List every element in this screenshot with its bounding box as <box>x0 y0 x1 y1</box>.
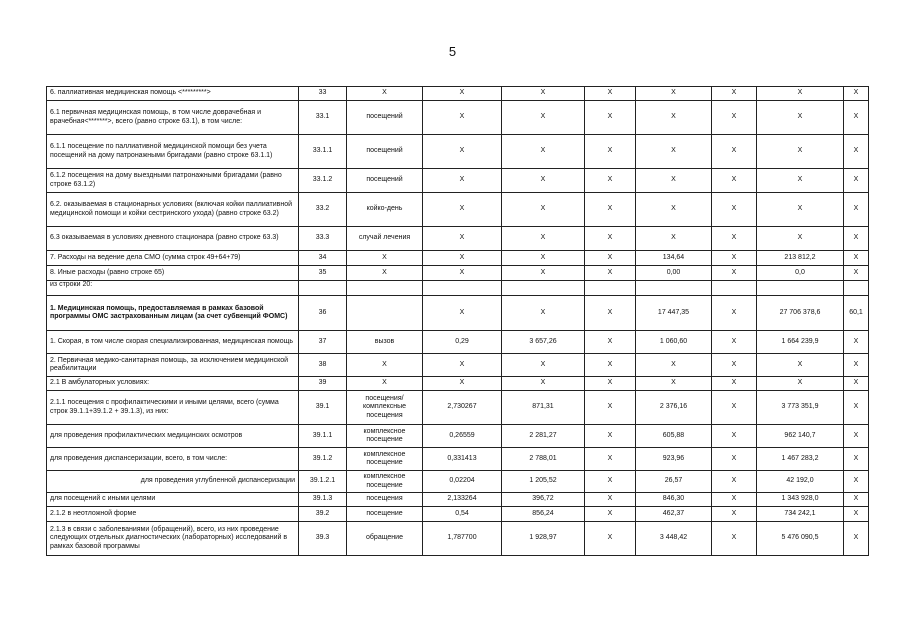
value-cell: X <box>712 493 757 507</box>
value-cell: 856,24 <box>502 507 585 522</box>
value-cell: 2,133264 <box>423 493 502 507</box>
value-cell <box>423 281 502 296</box>
value-cell: X <box>585 227 636 251</box>
value-cell: 26,57 <box>636 471 712 493</box>
value-cell: X <box>712 135 757 169</box>
value-cell: 0,02204 <box>423 471 502 493</box>
row-label-cell: для проведения профилактических медицинских осмотров <box>47 425 299 448</box>
row-label-cell: 1. Медицинская помощь, предоставляемая в рамках базовой программы ОМС застрахованным лицам (за счет субвенций ФОМС) <box>47 296 299 331</box>
value-cell: 17 447,35 <box>636 296 712 331</box>
value-cell: 1 060,60 <box>636 331 712 354</box>
value-cell: X <box>712 251 757 266</box>
value-cell: 39.1.1 <box>299 425 347 448</box>
value-cell: 2 376,16 <box>636 391 712 425</box>
value-cell <box>299 281 347 296</box>
value-cell: X <box>844 471 869 493</box>
value-cell: 1 467 283,2 <box>757 448 844 471</box>
value-cell: X <box>844 135 869 169</box>
value-cell: X <box>423 377 502 391</box>
table-row <box>47 448 869 471</box>
value-cell: X <box>585 522 636 556</box>
value-cell: 0,54 <box>423 507 502 522</box>
value-cell: посещений <box>347 101 423 135</box>
value-cell: X <box>712 377 757 391</box>
table-row <box>47 522 869 556</box>
value-cell: X <box>423 354 502 377</box>
value-cell: X <box>712 266 757 281</box>
table-row <box>47 296 869 331</box>
table-row <box>47 87 869 101</box>
value-cell: X <box>585 101 636 135</box>
value-cell <box>585 281 636 296</box>
value-cell: X <box>757 87 844 101</box>
table-row <box>47 281 869 296</box>
value-cell: 923,96 <box>636 448 712 471</box>
value-cell: X <box>636 169 712 193</box>
value-cell: X <box>757 193 844 227</box>
table-row <box>47 251 869 266</box>
row-label-cell: 6. паллиативная медицинская помощь <*********> <box>47 87 299 101</box>
value-cell: 1,787700 <box>423 522 502 556</box>
value-cell: X <box>844 87 869 101</box>
value-cell: X <box>423 251 502 266</box>
value-cell: X <box>502 135 585 169</box>
value-cell: 962 140,7 <box>757 425 844 448</box>
value-cell: X <box>423 266 502 281</box>
value-cell: X <box>636 227 712 251</box>
value-cell: вызов <box>347 331 423 354</box>
table-row <box>47 391 869 425</box>
table-row <box>47 227 869 251</box>
value-cell: 605,88 <box>636 425 712 448</box>
value-cell <box>636 281 712 296</box>
value-cell: X <box>585 135 636 169</box>
value-cell: койко-день <box>347 193 423 227</box>
value-cell: X <box>423 296 502 331</box>
value-cell: 0,0 <box>757 266 844 281</box>
row-label-cell: 2.1.3 в связи с заболеваниями (обращений), всего, из них проведение следующих отдельных диагностических (лабораторных) исследований в рамках базовой программы <box>47 522 299 556</box>
value-cell: X <box>347 354 423 377</box>
page-number: 5 <box>448 44 457 59</box>
value-cell: X <box>585 87 636 101</box>
value-cell: X <box>423 101 502 135</box>
value-cell: 42 192,0 <box>757 471 844 493</box>
value-cell: X <box>636 87 712 101</box>
value-cell: X <box>844 425 869 448</box>
row-label-cell: для посещений с иными целями <box>47 493 299 507</box>
value-cell: 2 788,01 <box>502 448 585 471</box>
row-label-cell: для проведения диспансеризации, всего, в том числе: <box>47 448 299 471</box>
value-cell: 462,37 <box>636 507 712 522</box>
value-cell: X <box>712 101 757 135</box>
value-cell: X <box>502 296 585 331</box>
financing-table <box>46 86 869 556</box>
value-cell: 33.1.2 <box>299 169 347 193</box>
value-cell: X <box>502 169 585 193</box>
value-cell: X <box>712 507 757 522</box>
table-row <box>47 493 869 507</box>
value-cell: X <box>585 425 636 448</box>
value-cell: 0,26559 <box>423 425 502 448</box>
value-cell: X <box>585 493 636 507</box>
value-cell: X <box>844 522 869 556</box>
value-cell <box>712 281 757 296</box>
value-cell: X <box>585 296 636 331</box>
value-cell: 0,00 <box>636 266 712 281</box>
value-cell: 39.1 <box>299 391 347 425</box>
value-cell: X <box>502 377 585 391</box>
value-cell: X <box>585 266 636 281</box>
value-cell: X <box>423 227 502 251</box>
value-cell: 5 476 090,5 <box>757 522 844 556</box>
value-cell: X <box>585 331 636 354</box>
value-cell: 37 <box>299 331 347 354</box>
table-row <box>47 331 869 354</box>
value-cell: 38 <box>299 354 347 377</box>
value-cell: X <box>712 448 757 471</box>
value-cell: X <box>636 377 712 391</box>
table-row <box>47 169 869 193</box>
value-cell: 3 448,42 <box>636 522 712 556</box>
value-cell: X <box>502 193 585 227</box>
value-cell: X <box>712 169 757 193</box>
value-cell: 33.1 <box>299 101 347 135</box>
value-cell: 1 928,97 <box>502 522 585 556</box>
value-cell: X <box>844 507 869 522</box>
value-cell: 396,72 <box>502 493 585 507</box>
value-cell: X <box>844 266 869 281</box>
value-cell: X <box>502 101 585 135</box>
value-cell: 33 <box>299 87 347 101</box>
table-row <box>47 193 869 227</box>
value-cell: 213 812,2 <box>757 251 844 266</box>
value-cell: X <box>636 101 712 135</box>
value-cell: X <box>757 135 844 169</box>
value-cell: посещений <box>347 169 423 193</box>
value-cell: X <box>502 266 585 281</box>
value-cell: посещений <box>347 135 423 169</box>
row-label-cell: из строки 20: <box>47 281 299 296</box>
value-cell <box>347 281 423 296</box>
value-cell: X <box>844 448 869 471</box>
value-cell: X <box>712 296 757 331</box>
value-cell: X <box>423 169 502 193</box>
value-cell: X <box>585 391 636 425</box>
value-cell: 39.1.2 <box>299 448 347 471</box>
value-cell <box>844 281 869 296</box>
value-cell <box>757 281 844 296</box>
value-cell: 134,64 <box>636 251 712 266</box>
value-cell: случай лечения <box>347 227 423 251</box>
row-label-cell: 6.3 оказываемая в условиях дневного стационара (равно строке 63.3) <box>47 227 299 251</box>
value-cell: X <box>585 377 636 391</box>
value-cell <box>347 296 423 331</box>
value-cell: X <box>844 354 869 377</box>
value-cell: X <box>712 227 757 251</box>
value-cell: X <box>585 251 636 266</box>
value-cell: X <box>844 101 869 135</box>
value-cell: посещение <box>347 507 423 522</box>
value-cell: 2,730267 <box>423 391 502 425</box>
value-cell: комплексное посещение <box>347 425 423 448</box>
row-label-cell: 2.1 В амбулаторных условиях: <box>47 377 299 391</box>
value-cell: X <box>712 354 757 377</box>
value-cell: X <box>423 87 502 101</box>
value-cell: 1 343 928,0 <box>757 493 844 507</box>
value-cell: X <box>712 87 757 101</box>
value-cell: комплексное посещение <box>347 471 423 493</box>
row-label-cell: 6.1 первичная медицинская помощь, в том числе доврачебная и врачебная<*******>, всего (равно строке 63.1), в том числе: <box>47 101 299 135</box>
value-cell: 3 773 351,9 <box>757 391 844 425</box>
value-cell: 846,30 <box>636 493 712 507</box>
value-cell: X <box>844 251 869 266</box>
value-cell: X <box>347 251 423 266</box>
value-cell: X <box>423 193 502 227</box>
value-cell: 27 706 378,6 <box>757 296 844 331</box>
value-cell: 35 <box>299 266 347 281</box>
value-cell: X <box>636 354 712 377</box>
value-cell: X <box>712 193 757 227</box>
table-row <box>47 135 869 169</box>
value-cell: X <box>712 471 757 493</box>
row-label-cell: 6.1.1 посещение по паллиативной медицинской помощи без учета посещений на дому патронажными бригадами (равно строке 63.1.1) <box>47 135 299 169</box>
value-cell: X <box>844 391 869 425</box>
value-cell: X <box>712 522 757 556</box>
value-cell: 39.1.2.1 <box>299 471 347 493</box>
value-cell <box>502 281 585 296</box>
value-cell: 34 <box>299 251 347 266</box>
table-row <box>47 101 869 135</box>
value-cell: 1 205,52 <box>502 471 585 493</box>
value-cell: комплексное посещение <box>347 448 423 471</box>
value-cell: X <box>347 266 423 281</box>
value-cell: X <box>757 354 844 377</box>
row-label-cell: 6.1.2 посещения на дому выездными патронажными бригадами (равно строке 63.1.2) <box>47 169 299 193</box>
value-cell: X <box>844 331 869 354</box>
row-label-cell: для проведения углубленной диспансеризации <box>47 471 299 493</box>
row-label-cell: 7. Расходы на ведение дела СМО (сумма строк 49+64+79) <box>47 251 299 266</box>
value-cell: 2 281,27 <box>502 425 585 448</box>
value-cell: X <box>347 87 423 101</box>
value-cell: 33.3 <box>299 227 347 251</box>
value-cell: X <box>585 193 636 227</box>
row-label-cell: 2.1.2 в неотложной форме <box>47 507 299 522</box>
value-cell: X <box>347 377 423 391</box>
value-cell: X <box>844 227 869 251</box>
value-cell: 0,331413 <box>423 448 502 471</box>
row-label-cell: 2.1.1 посещения с профилактическими и иными целями, всего (сумма строк 39.1.1+39.1.2 + 39.1.3), из них: <box>47 391 299 425</box>
table-row <box>47 507 869 522</box>
value-cell: X <box>636 193 712 227</box>
value-cell: посещения/ комплексные посещения <box>347 391 423 425</box>
value-cell: X <box>712 391 757 425</box>
value-cell: 39.2 <box>299 507 347 522</box>
value-cell: X <box>844 493 869 507</box>
value-cell: X <box>502 87 585 101</box>
row-label-cell: 2. Первичная медико-санитарная помощь, за исключением медицинской реабилитации <box>47 354 299 377</box>
value-cell: X <box>844 193 869 227</box>
value-cell: 39 <box>299 377 347 391</box>
value-cell: X <box>502 251 585 266</box>
value-cell: X <box>757 227 844 251</box>
value-cell: X <box>585 471 636 493</box>
value-cell: посещения <box>347 493 423 507</box>
value-cell: X <box>585 354 636 377</box>
table-row <box>47 377 869 391</box>
value-cell: X <box>423 135 502 169</box>
value-cell: X <box>636 135 712 169</box>
value-cell: X <box>757 101 844 135</box>
value-cell: X <box>585 169 636 193</box>
value-cell: X <box>502 354 585 377</box>
value-cell: X <box>757 169 844 193</box>
table-row <box>47 425 869 448</box>
value-cell: 1 664 239,9 <box>757 331 844 354</box>
value-cell: X <box>502 227 585 251</box>
value-cell: X <box>757 377 844 391</box>
value-cell: 36 <box>299 296 347 331</box>
value-cell: X <box>585 507 636 522</box>
value-cell: 0,29 <box>423 331 502 354</box>
row-label-cell: 8. Иные расходы (равно строке 65) <box>47 266 299 281</box>
value-cell: X <box>844 377 869 391</box>
value-cell: 3 657,26 <box>502 331 585 354</box>
value-cell: обращение <box>347 522 423 556</box>
value-cell: 33.2 <box>299 193 347 227</box>
value-cell: 39.1.3 <box>299 493 347 507</box>
table-row <box>47 471 869 493</box>
table-row <box>47 354 869 377</box>
value-cell: X <box>844 169 869 193</box>
table-row <box>47 266 869 281</box>
value-cell: X <box>585 448 636 471</box>
value-cell: 60,1 <box>844 296 869 331</box>
value-cell: 39.3 <box>299 522 347 556</box>
value-cell: 33.1.1 <box>299 135 347 169</box>
value-cell: X <box>712 425 757 448</box>
value-cell: 871,31 <box>502 391 585 425</box>
row-label-cell: 1. Скорая, в том числе скорая специализированная, медицинская помощь <box>47 331 299 354</box>
value-cell: X <box>712 331 757 354</box>
value-cell: 734 242,1 <box>757 507 844 522</box>
row-label-cell: 6.2. оказываемая в стационарных условиях (включая койки паллиативной медицинской помощи и койки сестринского ухода) (равно строке 63.2) <box>47 193 299 227</box>
